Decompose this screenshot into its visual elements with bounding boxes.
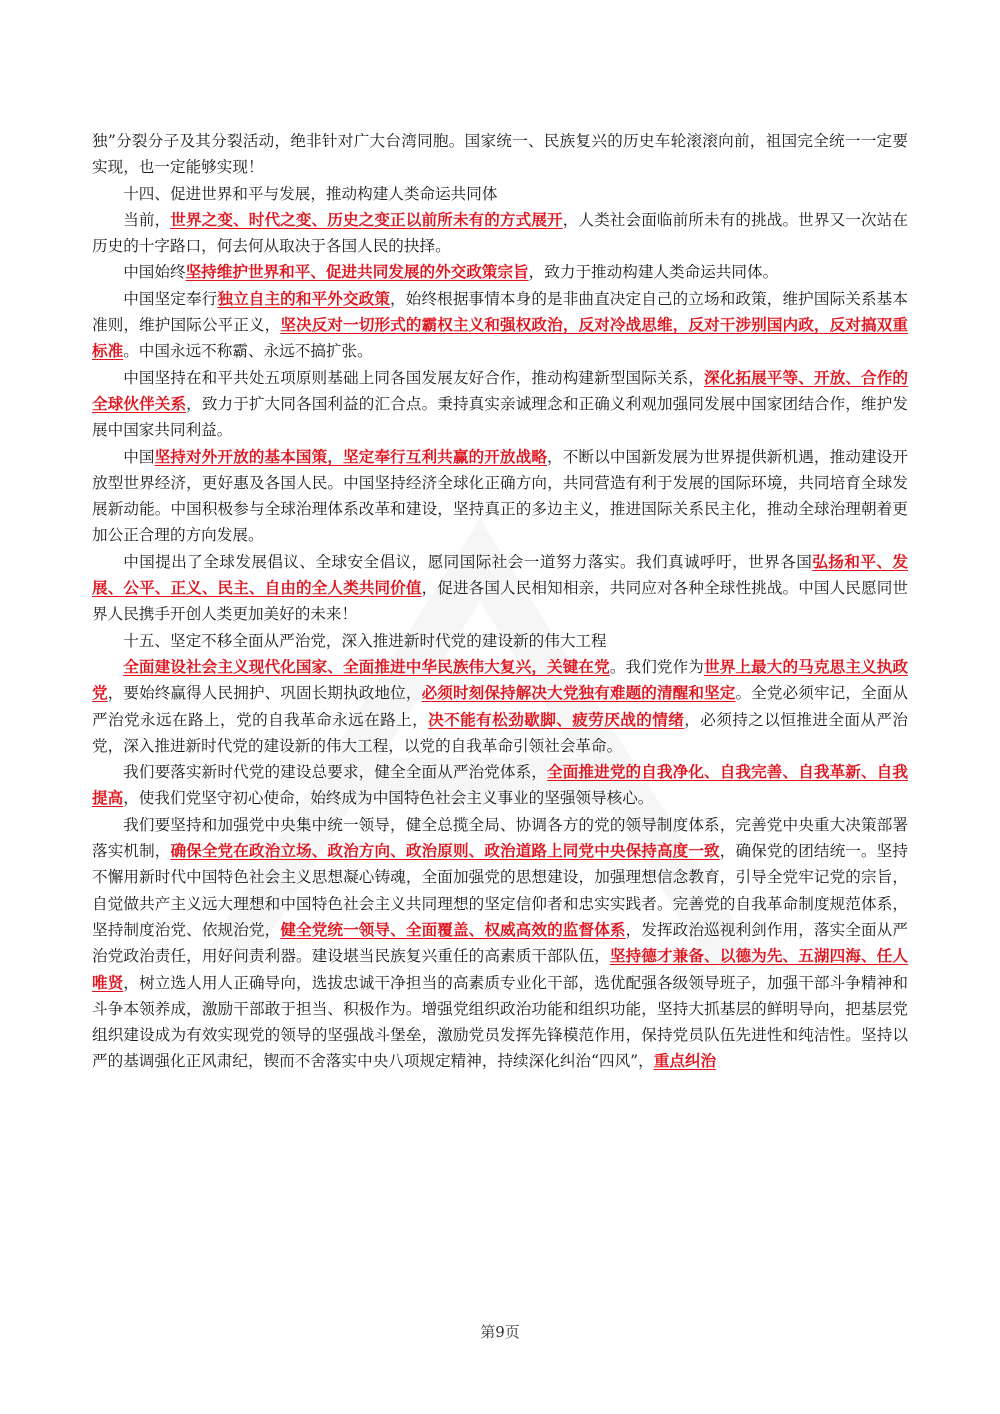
body-text: 。我们党作为 bbox=[609, 657, 704, 676]
paragraph bbox=[92, 365, 908, 444]
paragraph bbox=[92, 812, 908, 1075]
paragraph bbox=[92, 444, 908, 549]
paragraph bbox=[92, 628, 908, 654]
body-text: 。全党必须牢记，全面从严治党永远在路上，党的自我革命永远在路上， bbox=[92, 684, 908, 729]
highlighted-text: 全面建设社会主义现代化国家、全面推进中华民族伟大复兴，关键在党 bbox=[123, 656, 610, 676]
body-text: 十五、坚定不移全面从严治党，深入推进新时代党的建设新的伟大工程 bbox=[123, 631, 607, 650]
highlighted-text: 健全党统一领导、全面覆盖、权威高效的监督体系 bbox=[280, 919, 626, 939]
paragraph bbox=[92, 549, 908, 628]
body-text: 中国坚持在和平共处五项原则基础上同各国发展友好合作，推动构建新型国际关系， bbox=[123, 368, 705, 387]
paragraph bbox=[92, 259, 908, 285]
body-text: ，树立选人用人正确导向，选拔忠诚干净担当的高素质专业化干部，选优配强各级领导班子，加强干部斗争精神和斗争本领养成，激励干部敢于担当、积极作为。增强党组织政治功能和组织功能，坚持大抓基层的鲜明导向，把基层党组织建设成为有效实现党的领导的坚强战斗堡垒，激励党员发挥先锋模范作用，保持党员队伍先进性和纯洁性。坚持以严的基调强化正风肃纪，锲而不舍落实中央八项规定精神，持续深化纠治“四风”， bbox=[92, 973, 908, 1071]
body-text: ，不断以中国新发展为世界提供新机遇，推动建设开放型世界经济，更好惠及各国人民。中国坚持经济全球化正确方向，共同营造有利于发展的国际环境，共同培育全球发展新动能。中国积极参与全球治理体系改革和建设，坚持真正的多边主义，推进国际关系民主化，推动全球治理朝着更加公正合理的方向发展。 bbox=[92, 447, 908, 545]
page-number: 第9页 bbox=[480, 1323, 520, 1341]
highlighted-text: 重点纠治 bbox=[653, 1051, 717, 1071]
highlighted-text: 坚持维护世界和平、促进共同发展的外交政策宗旨 bbox=[185, 262, 529, 282]
paragraph bbox=[92, 128, 908, 181]
highlighted-text: 决不能有松劲歇脚、疲劳厌战的情绪 bbox=[428, 709, 685, 729]
body-text: ，始终根据事情本身的是非曲直决定自己的立场和政策，维护国际关系基本准则，维护国际公平正义， bbox=[92, 289, 908, 335]
paragraph bbox=[92, 654, 908, 759]
body-text: 当前， bbox=[123, 210, 171, 229]
body-text: 。中国永远不称霸、永远不搞扩张。 bbox=[123, 342, 373, 361]
highlighted-text: 世界之变、时代之变、历史之变正以前所未有的方式展开 bbox=[170, 209, 563, 229]
highlighted-text: 确保全党在政治立场、政治方向、政治原则、政治道路上同党中央保持高度一致 bbox=[170, 841, 720, 861]
body-text: 中国 bbox=[123, 447, 155, 466]
highlighted-text: 坚持德才兼备、以德为先、五湖四海、任人唯贤 bbox=[92, 946, 908, 992]
body-text: 中国提出了全球发展倡议、全球安全倡议，愿同国际社会一道努力落实。我们真诚呼吁，世界各国 bbox=[123, 552, 813, 571]
highlighted-text: 必须时刻保持解决大党独有难题的清醒和坚定 bbox=[421, 683, 736, 703]
body-text: 十四、促进世界和平与发展，推动构建人类命运共同体 bbox=[123, 184, 498, 203]
highlighted-text: 坚决反对一切形式的霸权主义和强权政治，反对冷战思维，反对干涉别国内政，反对搞双重标准 bbox=[92, 315, 908, 361]
highlighted-text: 坚持对外开放的基本国策，坚定奉行互利共赢的开放战略 bbox=[154, 446, 548, 466]
body-text: ，发挥政治巡视利剑作用，落实全面从严治党政治责任，用好问责利器。建设堪当民族复兴重任的高素质干部队伍， bbox=[92, 920, 908, 966]
highlighted-text: 全面推进党的自我净化、自我完善、自我革新、自我提高 bbox=[92, 762, 908, 808]
body-text: 中国坚定奉行 bbox=[123, 289, 218, 308]
body-text: ，必须持之以恒推进全面从严治党，深入推进新时代党的建设新的伟大工程，以党的自我革命引领社会革命。 bbox=[92, 710, 908, 755]
body-text: 我们要落实新时代党的建设总要求，健全全面从严治党体系， bbox=[123, 763, 548, 782]
highlighted-text: 弘扬和平、发展、公平、正义、民主、自由的全人类共同价值 bbox=[92, 551, 908, 598]
highlighted-text: 世界上最大的马克思主义执政党 bbox=[92, 656, 908, 703]
paragraph bbox=[92, 286, 908, 365]
body-text: 独”分裂分子及其分裂活动，绝非针对广大台湾同胞。国家统一、民族复兴的历史车轮滚滚向前，祖国完全统一一定要实现，也一定能够实现！ bbox=[92, 132, 908, 177]
body-text: ，要始终赢得人民拥护、巩固长期执政地位， bbox=[107, 684, 422, 703]
highlighted-text: 深化拓展平等、开放、合作的全球伙伴关系 bbox=[92, 367, 908, 413]
body-text: 我们要坚持和加强党中央集中统一领导，健全总揽全局、协调各方的党的领导制度体系，完善党中央重大决策部署落实机制， bbox=[92, 815, 908, 861]
body-text: ，确保党的团结统一。坚持不懈用新时代中国特色社会主义思想凝心铸魂，全面加强党的思想建设，加强理想信念教育，引导全党牢记党的宗旨，自觉做共产主义远大理想和中国特色社会主义共同理想的坚定信仰者和忠实实践者。完善党的自我革命制度规范体系，坚持制度治党、依规治党， bbox=[92, 842, 908, 939]
highlighted-text: 独立自主的和平外交政策 bbox=[217, 288, 391, 308]
document-body bbox=[92, 128, 908, 1075]
body-text: ，使我们党坚守初心使命，始终成为中国特色社会主义事业的坚强领导核心。 bbox=[123, 789, 654, 808]
body-text: ，促进各国人民相知相亲，共同应对各种全球性挑战。中国人民愿同世界人民携手开创人类更加美好的未来！ bbox=[92, 579, 908, 624]
body-text: 中国始终 bbox=[123, 263, 186, 282]
paragraph bbox=[92, 181, 908, 207]
body-text: ，人类社会面临前所未有的挑战。世界又一次站在历史的十字路口，何去何从取决于各国人民的抉择。 bbox=[92, 210, 908, 256]
body-text: ，致力于扩大同各国利益的汇合点。秉持真实亲诚理念和正确义利观加强同发展中国家团结合作，维护发展中国家共同利益。 bbox=[92, 394, 908, 440]
body-text: ，致力于推动构建人类命运共同体。 bbox=[528, 263, 779, 282]
paragraph bbox=[92, 759, 908, 812]
paragraph bbox=[92, 207, 908, 260]
